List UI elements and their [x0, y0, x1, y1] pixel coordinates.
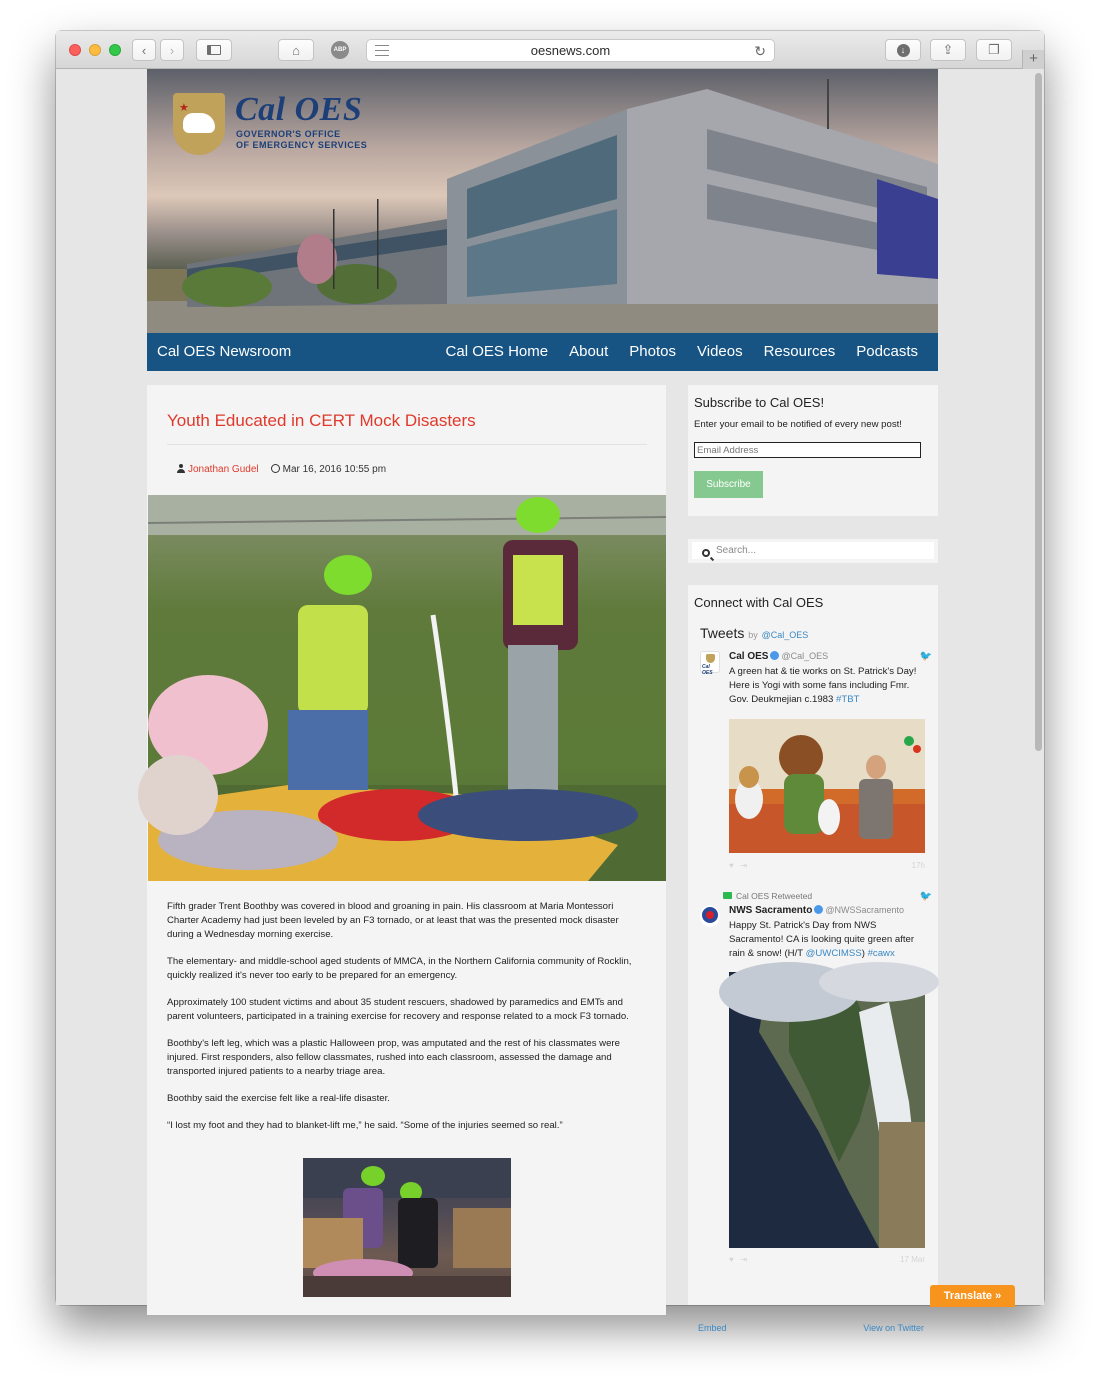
- mention-link[interactable]: @UWCIMSS: [805, 948, 862, 959]
- nav-links: [446, 343, 918, 360]
- logo-subtitle-line-1: GOVERNOR'S OFFICE: [236, 129, 341, 139]
- email-field[interactable]: [694, 442, 921, 458]
- vertical-scrollbar[interactable]: [1035, 73, 1042, 751]
- sidebar-button[interactable]: [196, 39, 232, 61]
- home-icon: ⌂: [292, 42, 300, 58]
- cal-oes-avatar[interactable]: Cal OES: [700, 651, 720, 673]
- article-main-photo: [148, 495, 666, 881]
- tweet-time[interactable]: 17h: [911, 861, 925, 870]
- heart-icon[interactable]: ♥: [729, 1255, 734, 1264]
- nav-link-videos[interactable]: Videos: [697, 343, 743, 360]
- connect-title: Connect with Cal OES: [694, 595, 824, 610]
- tweet-photo-satellite[interactable]: [729, 972, 925, 1248]
- page-viewport: [56, 69, 1044, 1333]
- tweet-photo-yogi[interactable]: [729, 719, 925, 853]
- logo-title: Cal OES: [235, 91, 363, 128]
- tweet-text: Happy St. Patrick's Day from NWS Sacramento! CA is looking quite green after rain & snow! (H/T @UWCIMSS) #cawx: [729, 920, 915, 959]
- verified-icon: [814, 905, 823, 914]
- chevron-right-icon: ›: [169, 42, 175, 58]
- tabs-icon: ❐: [988, 42, 1000, 57]
- article-paragraph: Boothby said the exercise felt like a real-life disaster.: [167, 1093, 390, 1104]
- tweet-author-name: NWS Sacramento: [729, 905, 813, 916]
- back-button[interactable]: [132, 39, 156, 61]
- view-on-twitter-link[interactable]: View on Twitter: [863, 1323, 924, 1333]
- home-button[interactable]: [278, 39, 314, 61]
- nav-link-resources[interactable]: Resources: [763, 343, 836, 360]
- twitter-timeline: [694, 617, 938, 1333]
- hashtag-link[interactable]: #TBT: [836, 694, 860, 705]
- article-title[interactable]: Youth Educated in CERT Mock Disasters: [167, 411, 476, 430]
- tweets-header: [700, 625, 808, 641]
- share-tweet-icon[interactable]: ⇥: [740, 861, 748, 870]
- students-triage-photo: [148, 495, 666, 881]
- article-body: [167, 900, 647, 1146]
- tweet-actions: [729, 861, 925, 873]
- adblock-icon: ABP: [331, 41, 349, 59]
- article-paragraph: Boothby's left leg, which was a plastic Halloween prop, was amputated and the rest of his classmates were injured. First responders, also fellow classmates, rushed into each classroom, assessed the damage and transported injured patients to a nearby triage area.: [167, 1038, 620, 1077]
- main-nav-bar: [147, 333, 938, 371]
- tweet-author-handle: @Cal_OES: [781, 651, 829, 661]
- twitter-bird-icon[interactable]: 🐦: [919, 891, 932, 902]
- reload-icon[interactable]: ↻: [754, 43, 766, 59]
- tweet-body: Happy St. Patrick's Day from NWS Sacramento! CA is looking quite green after rain & snow! (H/T: [729, 920, 915, 959]
- cal-oes-logo[interactable]: [173, 91, 373, 159]
- verified-icon: [770, 651, 779, 660]
- tweet-time[interactable]: 17 Mar: [900, 1255, 925, 1264]
- tweets-by: by: [748, 630, 758, 640]
- classroom-rescue-photo: [303, 1158, 511, 1297]
- new-tab-button[interactable]: [1022, 50, 1044, 69]
- nav-brand-link[interactable]: Cal OES Newsroom: [157, 343, 292, 360]
- article-paragraph: Approximately 100 student victims and about 35 student rescuers, shadowed by paramedics and EMTs and parent volunteers, participated in a training exercise for recovery and response related to a mock F3 tornado.: [167, 997, 629, 1022]
- subscribe-widget: [688, 385, 938, 516]
- heart-icon[interactable]: ♥: [729, 861, 734, 870]
- subscribe-button[interactable]: Subscribe: [694, 471, 763, 498]
- subscribe-description: Enter your email to be notified of every new post!: [694, 419, 902, 430]
- tweet-author-handle: @NWSSacramento: [825, 905, 905, 915]
- tweet-body: A green hat & tie works on St. Patrick's Day! Here is Yogi with some fans including Fmr. Gov. Deukmejian c.1983: [729, 666, 917, 705]
- author-link[interactable]: Jonathan Gudel: [188, 464, 259, 475]
- article-meta: [177, 463, 386, 475]
- embed-link[interactable]: Embed: [698, 1323, 727, 1333]
- url-text: oesnews.com: [530, 43, 611, 58]
- chevron-left-icon: ‹: [141, 42, 147, 58]
- share-tweet-icon[interactable]: ⇥: [740, 1255, 748, 1264]
- tweet-text: [729, 665, 931, 707]
- article-secondary-photo: [303, 1158, 511, 1297]
- share-button[interactable]: [930, 39, 966, 61]
- plus-icon: +: [1029, 50, 1038, 67]
- article: [147, 385, 666, 1315]
- search-input[interactable]: [692, 542, 934, 559]
- tabs-button[interactable]: [976, 39, 1012, 61]
- article-paragraph: The elementary- and middle-school aged students of MMCA, in the Northern California community of Rocklin, quickly realized it's never too early to be prepared for an emergency.: [167, 956, 632, 981]
- search-placeholder: Search...: [716, 545, 757, 556]
- search-icon: [702, 549, 710, 557]
- twitter-bird-icon[interactable]: 🐦: [919, 651, 932, 662]
- translate-button[interactable]: Translate »: [930, 1285, 1015, 1307]
- browser-toolbar: [56, 31, 1044, 69]
- header-banner-image: [147, 69, 938, 334]
- reader-icon[interactable]: [375, 45, 389, 56]
- download-button[interactable]: [885, 39, 921, 61]
- address-bar[interactable]: [366, 39, 775, 62]
- nav-link-about[interactable]: About: [569, 343, 609, 360]
- article-paragraph: Fifth grader Trent Boothby was covered in blood and groaning in pain. His classroom at Maria Montessori Charter Academy had just been leveled by an F3 tornado, or at least that was the presented mock disaster during a Wednesday morning exercise.: [167, 901, 619, 940]
- close-window-button[interactable]: [69, 44, 81, 56]
- nav-link-podcasts[interactable]: Podcasts: [856, 343, 918, 360]
- tweets-label: Tweets: [700, 625, 745, 641]
- hashtag-link[interactable]: #cawx: [867, 948, 895, 959]
- logo-subtitle-line-2: OF EMERGENCY SERVICES: [236, 140, 368, 150]
- nws-sacramento-avatar[interactable]: [700, 905, 720, 927]
- article-paragraph: “I lost my foot and they had to blanket-lift me,” he said. “Some of the injuries seemed so real.”: [167, 1120, 563, 1131]
- tweet: [700, 651, 938, 881]
- nav-link-cal-oes-home[interactable]: Cal OES Home: [445, 343, 549, 360]
- bear-shield-icon: ★: [173, 93, 225, 155]
- retweet-icon: [723, 892, 732, 899]
- post-date: Mar 16, 2016 10:55 pm: [282, 464, 387, 475]
- author-meta: [177, 463, 259, 475]
- tweet-actions: [729, 1255, 925, 1267]
- zoom-window-button[interactable]: [109, 44, 121, 56]
- minimize-window-button[interactable]: [89, 44, 101, 56]
- tweet-author[interactable]: [729, 905, 904, 916]
- share-icon: ⇪: [942, 42, 954, 57]
- nav-link-photos[interactable]: Photos: [629, 343, 676, 360]
- logo-subtitle: [236, 129, 367, 151]
- connect-widget: [688, 585, 938, 1333]
- tweet-author[interactable]: [729, 651, 828, 662]
- subscribe-title: Subscribe to Cal OES!: [694, 395, 825, 410]
- retweet-label: Cal OES Retweeted: [736, 891, 813, 901]
- sidebar-icon: [207, 45, 221, 55]
- forward-button[interactable]: [160, 39, 184, 61]
- clock-icon: [271, 464, 280, 473]
- date-meta: [271, 463, 386, 475]
- title-divider: [167, 444, 647, 445]
- download-icon: ↓: [897, 44, 910, 57]
- adblock-button[interactable]: [324, 39, 356, 61]
- user-icon: [177, 464, 185, 473]
- search-widget: [688, 539, 938, 563]
- browser-window: [56, 31, 1044, 1333]
- yogi-photo: [729, 719, 925, 853]
- retweet-indicator: [723, 891, 812, 901]
- tweet-author-name: Cal OES: [729, 651, 769, 662]
- satellite-photo: [729, 972, 925, 1248]
- tweets-handle-link[interactable]: @Cal_OES: [761, 630, 809, 640]
